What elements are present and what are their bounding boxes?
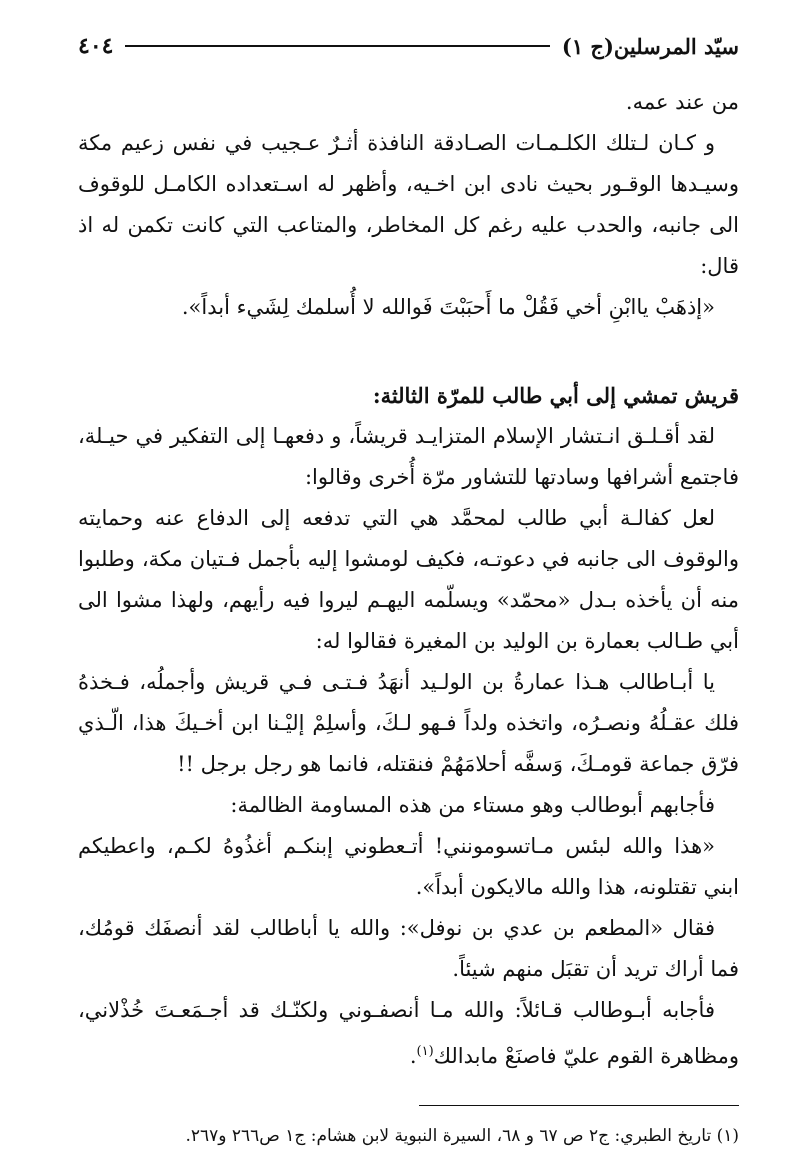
header-rule (125, 45, 549, 47)
paragraph-spacer (78, 328, 739, 369)
paragraph-text: فأجابه أبـوطالب قـائلاً: والله مـا أنصفـوني ولكنّـك قد أجـمَعـتَ خُذْلاني، ومظاهرة القوم عليّ فاصنَعْ مابدالك (78, 998, 739, 1068)
paragraph: من عند عمه. (625, 90, 739, 114)
quote-paragraph: «إذهَبْ ياابْنِ أخي فَقُلْ ما أَحبَبْتَ فَوالله لا أُسلمك لِشَيء أبداً». (181, 295, 715, 319)
section-heading: قريش تمشي إلى أبي طالب للمرّة الثالثة: (372, 383, 739, 408)
footnote-marker: (١) (416, 1044, 434, 1059)
footnote-separator (78, 1105, 739, 1106)
running-title: سيّد المرسلين(ج ١) (561, 33, 739, 59)
body-text (78, 82, 739, 1077)
sentence-end: . (409, 1044, 417, 1068)
paragraph: يا أبـاطالب هـذا عمارةُ بن الولـيد أنهَدُ فـتـى فـي قريش وأجملُه، فـخذهُ فلك عقـلُهُ ونصـرُه، واتخذه ولداً فـهو لـكَ، وأسلِمْ إليْـنا ابن أخـيكَ هذا، الّـذي فرّق جماعة قومـكَ، وَسفَّه أحلامَهُمْ فنقتله، فانما هو رجل برجل !! (78, 670, 739, 776)
page-number: ٤٠٤ (78, 33, 114, 59)
page-header (78, 28, 739, 64)
paragraph: فأجابهم أبوطالب وهو مستاء من هذه المساومة الظالمة: (230, 793, 715, 817)
footnote: (١) تاريخ الطبري: ج٢ ص ٦٧ و ٦٨، السيرة النبوية لابن هشام: ج١ ص٢٦٦ و٢٦٧. (185, 1126, 739, 1146)
paragraph: لقد أقـلـق انـتشار الإسلام المتزايـد قريشاً، و دفعهـا إلى التفكير في حيـلة، فاجتمع أشرافها وسادتها للتشاور مرّة أُخرى وقالوا: (78, 424, 739, 489)
footnote-rule (419, 1105, 739, 1106)
paragraph: فقال «المطعم بن عدي بن نوفل»: والله يا أباطالب لقد أنصفَك قومُك، فما أراك تريد أن تقبَل منهم شيئاً. (78, 916, 739, 981)
paragraph: لعل كفالـة أبي طالب لمحمَّد هي التي تدفعه إلى الدفاع عنه وحمايته والوقوف الى جانبه في دعوتـه، فكيف لومشوا إليه بأجمل فـتيان مكة، وطلبوا منه أن يأخذه بـدل «محمّد» ويسلّمه اليهـم ليروا فيه رأيهم، ولهذا مشوا الى أبي طـالب بعمارة بن الوليد بن المغيرة فقالوا له: (78, 506, 739, 653)
paragraph: «هذا والله لبئس مـاتسومونني! أتـعطوني إبنكـم أغذُوهُ لكـم، واعطيكم ابني تقتلونه، هذا والله مالايكون أبداً». (78, 834, 739, 899)
paragraph: و كـان لـتلك الكلـمـات الصـادقة النافذة أثـرٌ عـجيب في نفس زعيم مكة وسيـدها الوقـور بحيث نادى ابن اخـيه، وأظهر له اسـتعداده الكامـل للوقوف الى جانبه، والحدب عليه رغم كل المخاطر، والمتاعب التي كانت تكمن له اذ قال: (78, 131, 739, 278)
paragraph (78, 990, 739, 1077)
